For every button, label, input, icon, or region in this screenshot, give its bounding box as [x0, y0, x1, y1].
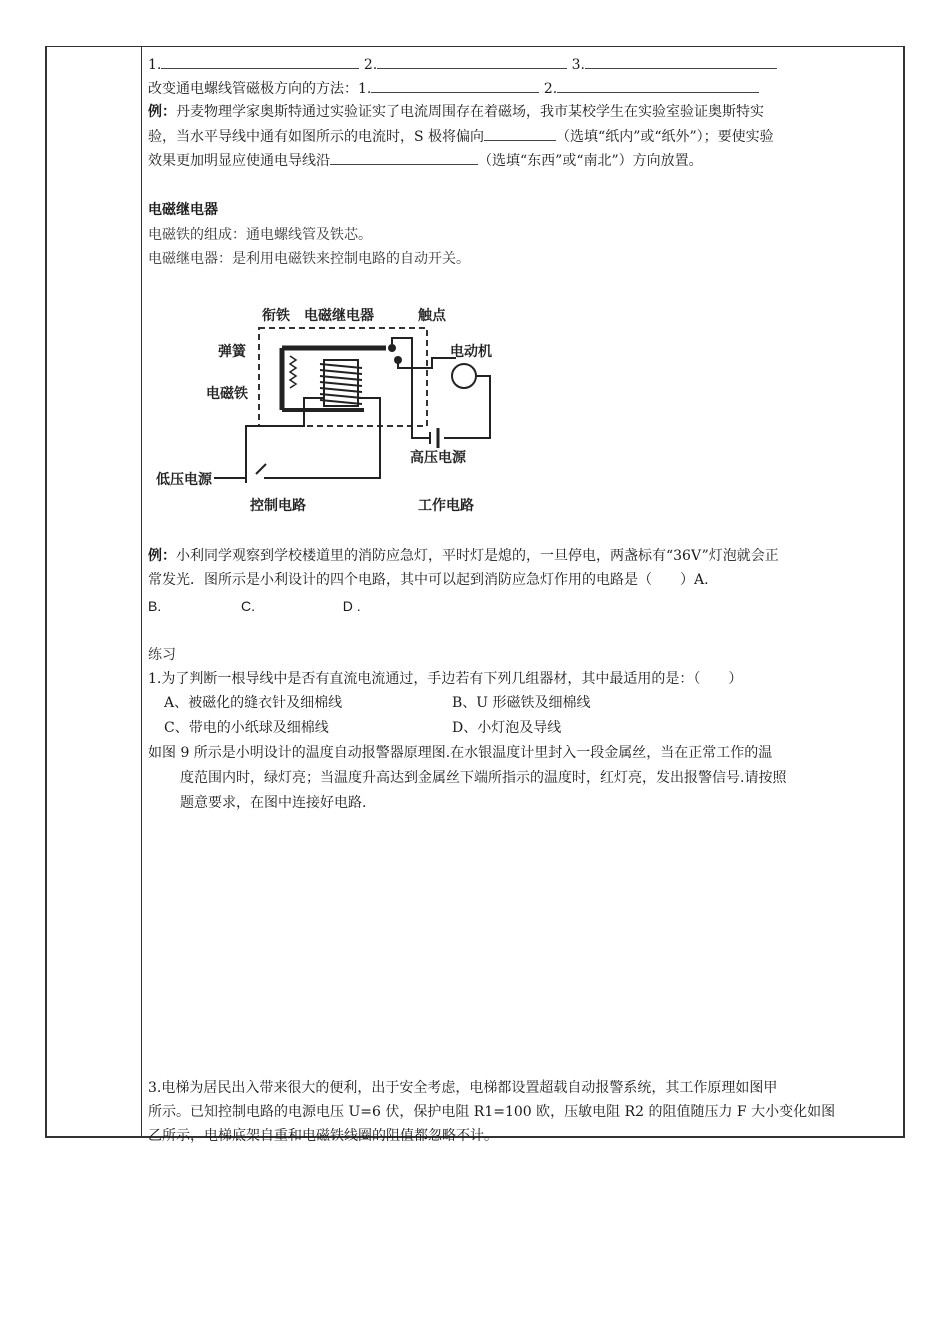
- practice-q3-line-3: 乙所示，电梯底架自重和电磁铁线圈的阻值都忽略不计。: [148, 1128, 498, 1144]
- example-text-b: 验，当水平导线中通有如图所示的电流时，S 极将偏向: [148, 129, 485, 145]
- method-row: [148, 78, 759, 99]
- label-low-voltage: 低压电源: [156, 472, 212, 488]
- label-high-voltage: 高压电源: [410, 450, 466, 466]
- q1-option-a[interactable]: A、被磁化的缝衣针及细棉线: [164, 695, 343, 711]
- practice-q2-line-2: 度范围内时，绿灯亮；当温度升高达到金属丝下端所指示的温度时，红灯亮，发出报警信号.请按照: [180, 770, 787, 786]
- fill-in-row: [148, 54, 777, 75]
- label-control-circuit: 控制电路: [250, 498, 306, 514]
- practice-q1-row-2: [164, 718, 561, 738]
- example-text-c: 效果更加明显应使通电导线沿: [148, 153, 330, 169]
- option-b[interactable]: B.: [148, 598, 162, 614]
- practice-q2-line-3: 题意要求，在图中连接好电路.: [180, 795, 367, 811]
- label-motor: 电动机: [450, 344, 492, 360]
- example2-options: [148, 596, 361, 616]
- blank-1[interactable]: [161, 54, 359, 69]
- example-line-2: [148, 126, 774, 147]
- label-armature: 衔铁: [262, 308, 290, 324]
- blank-orientation[interactable]: [330, 150, 478, 165]
- example-label: 例：: [148, 104, 176, 120]
- relay-definition: 电磁继电器：是利用电磁铁来控制电路的自动开关。: [148, 251, 470, 267]
- spring-coil: [290, 356, 296, 388]
- practice-q3-line-1: 3.电梯为居民出入带来很大的便利，出于安全考虑，电梯都设置超载自动报警系统，其工作原理如图甲: [148, 1080, 778, 1096]
- example2-text-b: 常发光．图所示是小利设计的四个电路，其中可以起到消防应急灯作用的电路是（ ）A.: [148, 572, 709, 588]
- q1-option-b[interactable]: B、U 形磁铁及细棉线: [452, 695, 591, 711]
- practice-q1: 1.为了判断一根导线中是否有直流电流通过，手边若有下列几组器材，其中最适用的是：（ ）: [148, 671, 743, 687]
- label-working-circuit: 工作电路: [418, 498, 474, 514]
- example-text-c2: （选填“东西”或“南北”）方向放置。: [478, 153, 703, 169]
- q1-option-d[interactable]: D、小灯泡及导线: [452, 720, 562, 736]
- blank-method-2[interactable]: [557, 78, 759, 93]
- option-c[interactable]: C.: [241, 598, 256, 614]
- relay-heading: 电磁继电器: [148, 202, 218, 218]
- example2-text-a: 小利同学观察到学校楼道里的消防应急灯，平时灯是熄的，一旦停电，两盏标有“36V”灯泡就会正: [176, 548, 779, 564]
- example2-line-2: [148, 570, 709, 590]
- label-contact: 触点: [418, 308, 446, 324]
- example2-label: 例：: [148, 548, 176, 564]
- fill-label-1: 1.: [148, 57, 162, 73]
- label-spring: 弹簧: [218, 344, 246, 360]
- blank-method-1[interactable]: [371, 78, 539, 93]
- control-switch: [256, 464, 266, 474]
- option-d[interactable]: D .: [342, 598, 361, 614]
- fill-label-2: 2.: [363, 57, 378, 73]
- relay-diagram: [154, 298, 494, 514]
- table-column-divider: [141, 46, 142, 1138]
- example2-line-1: [148, 546, 779, 566]
- method-label-2: 2.: [543, 81, 558, 97]
- example-text-b2: （选填“纸内”或“纸外”）；要使实验: [556, 129, 774, 145]
- method-label: 改变通电螺线管磁极方向的方法：1.: [148, 81, 372, 97]
- q1-option-c[interactable]: C、带电的小纸球及细棉线: [164, 720, 329, 736]
- motor-symbol: [452, 364, 476, 388]
- practice-q1-row-1: [164, 693, 591, 713]
- label-relay: 电磁继电器: [304, 308, 374, 324]
- example-line-1: [148, 102, 764, 122]
- example-text-a: 丹麦物理学家奥斯特通过实验证实了电流周围存在着磁场，我市某校学生在实验室验证奥斯特实: [176, 104, 764, 120]
- blank-2[interactable]: [377, 54, 567, 69]
- label-electromagnet: 电磁铁: [206, 386, 248, 402]
- contact-upper: [388, 344, 396, 352]
- blank-direction[interactable]: [484, 126, 556, 141]
- fill-label-3: 3.: [571, 57, 585, 73]
- blank-3[interactable]: [585, 54, 777, 69]
- example-line-3: [148, 150, 703, 171]
- relay-composition: 电磁铁的组成：通电螺线管及铁芯。: [148, 227, 372, 243]
- practice-q3-line-2: 所示。已知控制电路的电源电压 U=6 伏，保护电阻 R1=100 欧，压敏电阻 R2 的阻值随压力 F 大小变化如图: [148, 1104, 836, 1120]
- practice-q2-line-1: 如图 9 所示是小明设计的温度自动报警器原理图.在水银温度计里封入一段金属丝，当在正常工作的温: [148, 745, 773, 761]
- practice-heading: 练习: [148, 647, 176, 663]
